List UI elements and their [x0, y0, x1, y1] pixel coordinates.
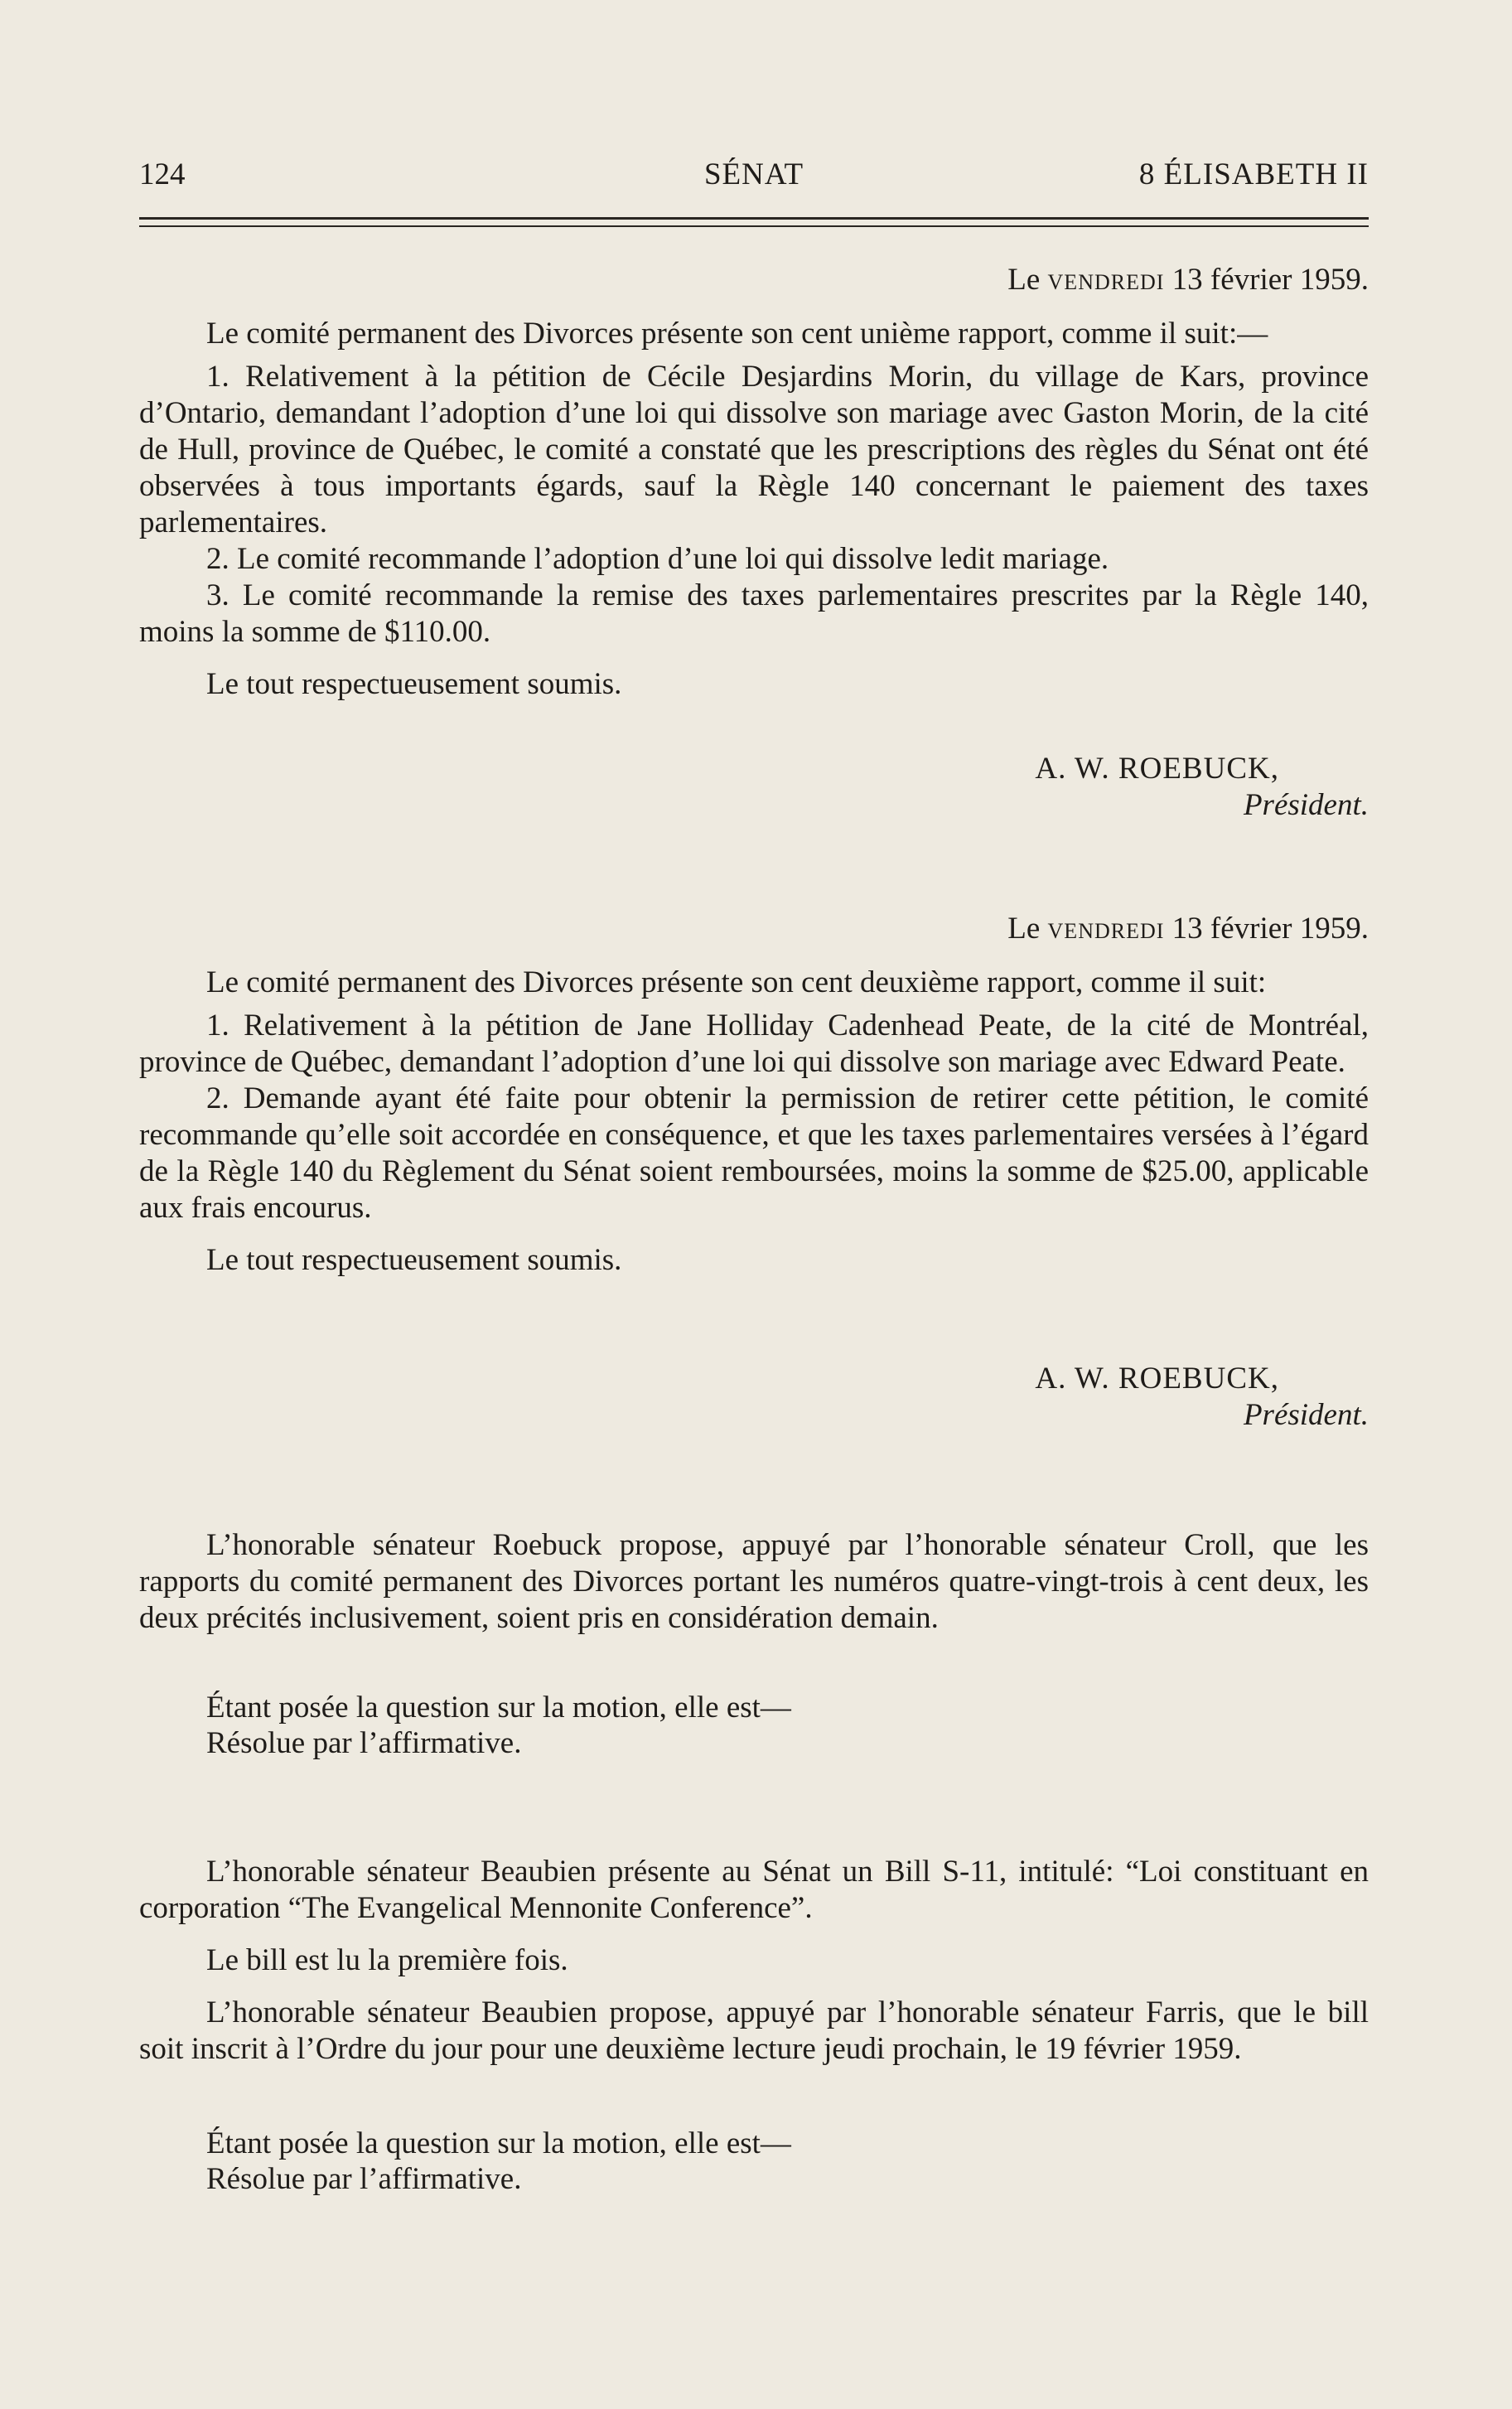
bill-result: Résolue par l’affirmative. — [206, 2162, 522, 2196]
motion1-result: Résolue par l’affirmative. — [206, 1726, 522, 1760]
report2-signer: A. W. ROEBUCK, — [1035, 1362, 1279, 1396]
report2-item-2: 2. Demande ayant été faite pour obtenir la permission de retirer cette pétition, le comité recommande qu’elle soit accordée en conséquence, et que les taxes parlementaires versées à l’égard de la Règle 140 du Règlement du Sénat soient remboursées, moins la somme de $25.00, applicable aux frais encourus. — [139, 1081, 1369, 1225]
bill-motion: L’honorable sénateur Beaubien propose, appuyé par l’honorable sénateur Farris, que le bill soit inscrit à l’Ordre du jour pour une deuxième lecture jeudi prochain, le 19 février 1959. — [139, 1995, 1369, 2066]
header-title: SÉNAT — [703, 157, 804, 191]
report1-closing: Le tout respectueusement soumis. — [206, 667, 622, 701]
report2-intro: Le comité permanent des Divorces présente son cent deuxième rapport, comme il suit: — [206, 965, 1267, 999]
report2-body — [139, 965, 1369, 1279]
report1-item-2: 2. Le comité recommande l’adoption d’une loi qui dissolve ledit mariage. — [206, 542, 1109, 576]
bill-presentation-text: L’honorable sénateur Beaubien présente au Sénat un Bill S-11, intitulé: “Loi constituant en corporation “The Evangelical Mennonite Conference”. — [139, 1855, 1369, 1925]
header-rule-thick — [139, 217, 1369, 220]
report2-dateline: Le vendredi 13 février 1959. — [1007, 912, 1369, 946]
report2-closing: Le tout respectueusement soumis. — [206, 1243, 622, 1277]
bill-presentation — [139, 1854, 1369, 2068]
report2-item-1: 1. Relativement à la pétition de Jane Holliday Cadenhead Peate, de la cité de Montréal, province de Québec, demandant l’adoption d’une loi qui dissolve son mariage avec Edward Peate. — [139, 1009, 1369, 1079]
motion1-text: L’honorable sénateur Roebuck propose, appuyé par l’honorable sénateur Croll, que les rapports du comité permanent des Divorces portant les numéros quatre-vingt-trois à cent deux, les deux précités inclusivement, soient pris en considération demain. — [139, 1528, 1369, 1635]
report2-signature — [1035, 1361, 1369, 1434]
motion1-question: Étant posée la question sur la motion, elle est— — [206, 1691, 791, 1725]
report1-dateline: Le vendredi 13 février 1959. — [1007, 263, 1369, 297]
report1-intro: Le comité permanent des Divorces présente son cent unième rapport, comme il suit:— — [206, 317, 1268, 351]
bill-question: Étant posée la question sur la motion, elle est— — [206, 2126, 791, 2160]
bill-first-reading: Le bill est lu la première fois. — [206, 1943, 568, 1977]
report2-signer-title: Président. — [1243, 1398, 1369, 1432]
page-number: 124 — [139, 157, 186, 191]
motion-consideration — [139, 1527, 1369, 1637]
header-rule-thin — [139, 225, 1369, 227]
header-regnal-year: 8 ÉLISABETH II — [1138, 157, 1369, 191]
report1-item-1: 1. Relativement à la pétition de Cécile Desjardins Morin, du village de Kars, province d’Ontario, demandant l’adoption d’une loi qui dissolve son mariage avec Gaston Morin, de la cité de Hull, province de Québec, le comité a constaté que les prescriptions des règles du Sénat ont été observées à tous importants égards, sauf la Règle 140 concernant le paiement des taxes parlementaires. — [139, 360, 1369, 539]
report1-item-3: 3. Le comité recommande la remise des taxes parlementaires prescrites par la Règle 140, moins la somme de $110.00. — [139, 578, 1369, 649]
running-header — [139, 153, 1369, 196]
report1-signature — [1035, 751, 1369, 824]
report1-body — [139, 316, 1369, 703]
report1-signer-title: Président. — [1243, 788, 1369, 822]
report1-signer: A. W. ROEBUCK, — [1035, 752, 1279, 786]
